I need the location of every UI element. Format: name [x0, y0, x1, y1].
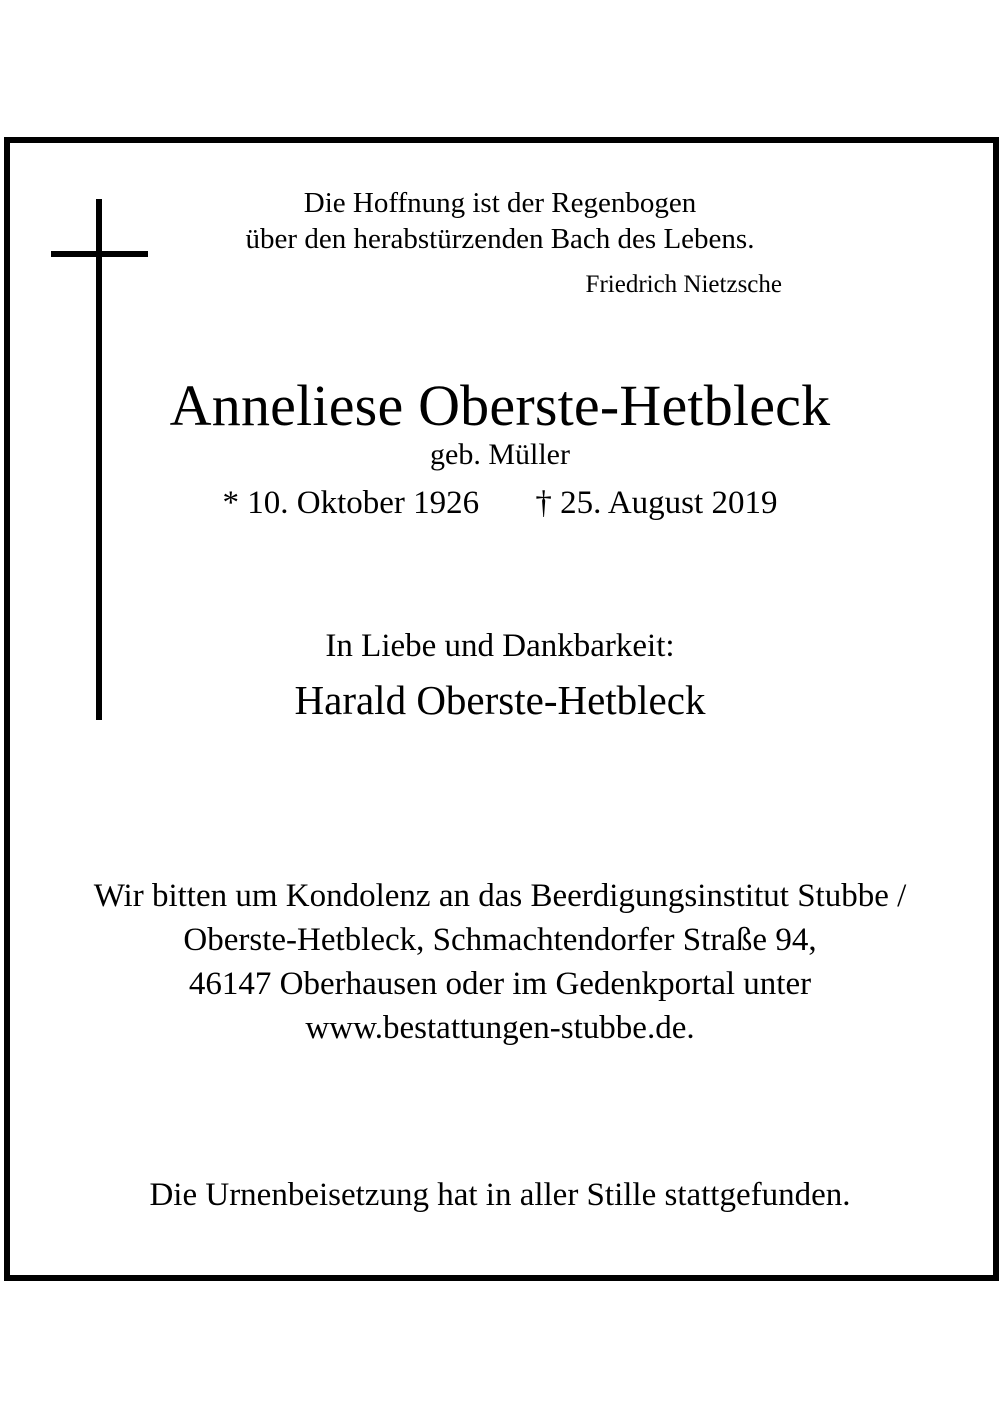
- life-dates: [0, 485, 1000, 522]
- quote-line-1: Die Hoffnung ist der Regenbogen: [303, 187, 697, 219]
- death-date: † 25. August 2019: [535, 485, 778, 521]
- deceased-name: Anneliese Oberste-Hetbleck: [169, 373, 831, 438]
- condolence-text: [0, 874, 1000, 1050]
- quote-line-2: über den herabstürzenden Bach des Lebens.: [245, 223, 755, 255]
- birth-date: * 10. Oktober 1926: [222, 485, 480, 521]
- birth-name: geb. Müller: [430, 438, 570, 471]
- mourner-name: Harald Oberste-Hetbleck: [294, 677, 706, 723]
- tribute-heading: In Liebe und Dankbarkeit:: [325, 628, 675, 664]
- condolence-line: 46147 Oberhausen oder im Gedenkportal unter: [188, 966, 812, 1002]
- closing-note: Die Urnenbeisetzung hat in aller Stille stattgefunden.: [149, 1177, 851, 1213]
- quote-author: Friedrich Nietzsche: [585, 271, 782, 298]
- condolence-line: Oberste-Hetbleck, Schmachtendorfer Straße 94,: [183, 922, 817, 958]
- condolence-line: Wir bitten um Kondolenz an das Beerdigungsinstitut Stubbe /: [93, 878, 907, 914]
- condolence-website: www.bestattungen-stubbe.de.: [305, 1010, 695, 1046]
